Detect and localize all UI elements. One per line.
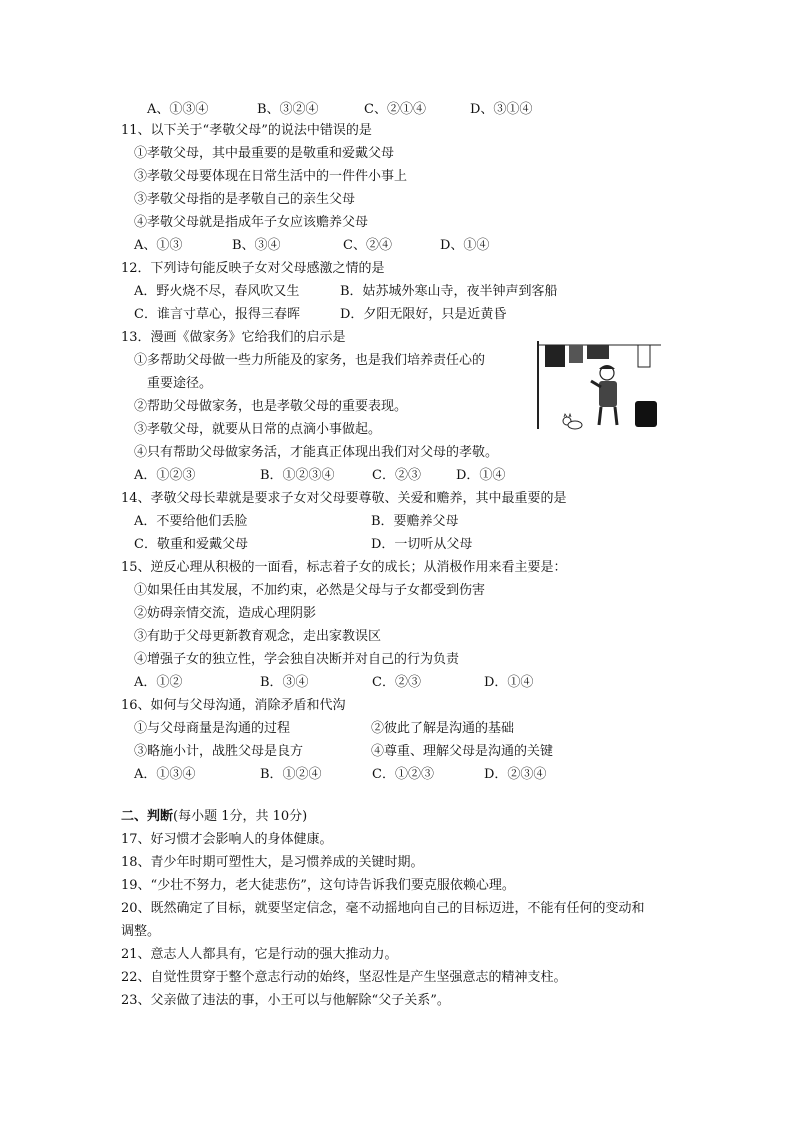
q13-option-d: D．①④ [456, 468, 506, 483]
q12-stem: 12．下列诗句能反映子女对父母感激之情的是 [121, 261, 385, 276]
judge-item-22: 22、自觉性贯穿于整个意志行动的始终，坚忍性是产生坚强意志的精神支柱。 [121, 970, 567, 985]
q15-item-4: ④增强子女的独立性，学会独自决断并对自己的行为负责 [134, 652, 460, 667]
q13-option-c: C．②③ [372, 468, 421, 483]
q13-item-1-cont: 重要途径。 [147, 376, 213, 391]
judge-item-23: 23、父亲做了违法的事，小王可以与他解除“父子关系”。 [121, 993, 450, 1008]
q13-option-a: A．①②③ [134, 468, 196, 483]
q10-option-d: D、③①④ [470, 102, 533, 117]
q16-item-1: ①与父母商量是沟通的过程 [134, 721, 291, 736]
q15-option-a: A．①② [134, 675, 183, 690]
q14-option-c: C．敬重和爱戴父母 [134, 537, 248, 552]
q15-item-1: ①如果任由其发展，不加约束，必然是父母与子女都受到伤害 [134, 583, 486, 598]
q15-option-b: B．③④ [260, 675, 309, 690]
q16-option-d: D．②③④ [484, 767, 547, 782]
q13-item-4: ④只有帮助父母做家务活，才能真正体现出我们对父母的孝敬。 [134, 445, 499, 460]
q14-stem: 14、孝敬父母长辈就是要求子女对父母要尊敬、关爱和赡养，其中最重要的是 [121, 491, 567, 506]
judge-item-20-cont: 调整。 [121, 924, 161, 939]
q14-option-d: D．一切听从父母 [371, 537, 473, 552]
q12-option-d: D．夕阳无限好，只是近黄昏 [340, 307, 507, 322]
q11-item-3: ③孝敬父母指的是孝敬自己的亲生父母 [134, 192, 356, 207]
section2-note: (每小题 1分，共 10分) [173, 809, 308, 824]
q15-item-2: ②妨碍亲情交流，造成心理阴影 [134, 606, 317, 621]
housework-cartoon-image [535, 337, 663, 432]
q13-item-1: ①多帮助父母做一些力所能及的家务，也是我们培养责任心的 [134, 353, 486, 368]
q12-option-b: B．姑苏城外寒山寺，夜半钟声到客船 [340, 284, 558, 299]
q15-item-3: ③有助于父母更新教育观念，走出家教误区 [134, 629, 382, 644]
q11-item-1: ①孝敬父母，其中最重要的是敬重和爱戴父母 [134, 146, 395, 161]
q15-stem: 15、逆反心理从积极的一面看，标志着子女的成长；从消极作用来看主要是： [121, 560, 567, 575]
q15-option-d: D．①④ [484, 675, 534, 690]
q14-option-b: B．要赡养父母 [371, 514, 459, 529]
q16-item-4: ④尊重、理解父母是沟通的关键 [371, 744, 554, 759]
q11-item-4: ④孝敬父母就是指成年子女应该赡养父母 [134, 215, 369, 230]
section2-heading: 二、判断 [121, 809, 174, 824]
q10-option-b: B、③②④ [257, 102, 319, 117]
q16-option-b: B．①②④ [260, 767, 322, 782]
judge-item-21: 21、意志人人都具有，它是行动的强大推动力。 [121, 947, 398, 962]
q11-option-d: D、①④ [440, 238, 490, 253]
judge-item-18: 18、青少年时期可塑性大，是习惯养成的关键时期。 [121, 855, 424, 870]
q11-option-a: A、①③ [134, 238, 183, 253]
q13-item-3: ③孝敬父母，就要从日常的点滴小事做起。 [134, 422, 382, 437]
q13-item-2: ②帮助父母做家务，也是孝敬父母的重要表现。 [134, 399, 408, 414]
q11-option-c: C、②④ [343, 238, 392, 253]
q16-stem: 16、如何与父母沟通，消除矛盾和代沟 [121, 698, 346, 713]
q12-option-a: A．野火烧不尽，春风吹又生 [134, 284, 300, 299]
q12-option-c: C．谁言寸草心，报得三春晖 [134, 307, 300, 322]
q16-option-a: A．①③④ [134, 767, 196, 782]
q16-item-2: ②彼此了解是沟通的基础 [371, 721, 515, 736]
q14-option-a: A．不要给他们丢脸 [134, 514, 248, 529]
q11-option-b: B、③④ [232, 238, 281, 253]
q11-item-2: ③孝敬父母要体现在日常生活中的一件件小事上 [134, 169, 408, 184]
q15-option-c: C．②③ [372, 675, 421, 690]
q16-item-3: ③略施小计，战胜父母是良方 [134, 744, 304, 759]
q13-option-b: B．①②③④ [260, 468, 335, 483]
section2-header [121, 808, 307, 826]
judge-item-17: 17、好习惯才会影响人的身体健康。 [121, 832, 333, 847]
q11-stem: 11、以下关于“孝敬父母”的说法中错误的是 [121, 123, 372, 138]
judge-item-19: 19、“少壮不努力，老大徒悲伤”，这句诗告诉我们要克服依赖心理。 [121, 878, 515, 893]
q16-option-c: C．①②③ [372, 767, 434, 782]
q10-option-c: C、②①④ [364, 102, 426, 117]
q13-stem: 13．漫画《做家务》它给我们的启示是 [121, 330, 346, 345]
judge-item-20: 20、既然确定了目标，就要坚定信念，毫不动摇地向自己的目标迈进，不能有任何的变动和 [121, 901, 645, 916]
q10-option-a: A、①③④ [147, 102, 209, 117]
